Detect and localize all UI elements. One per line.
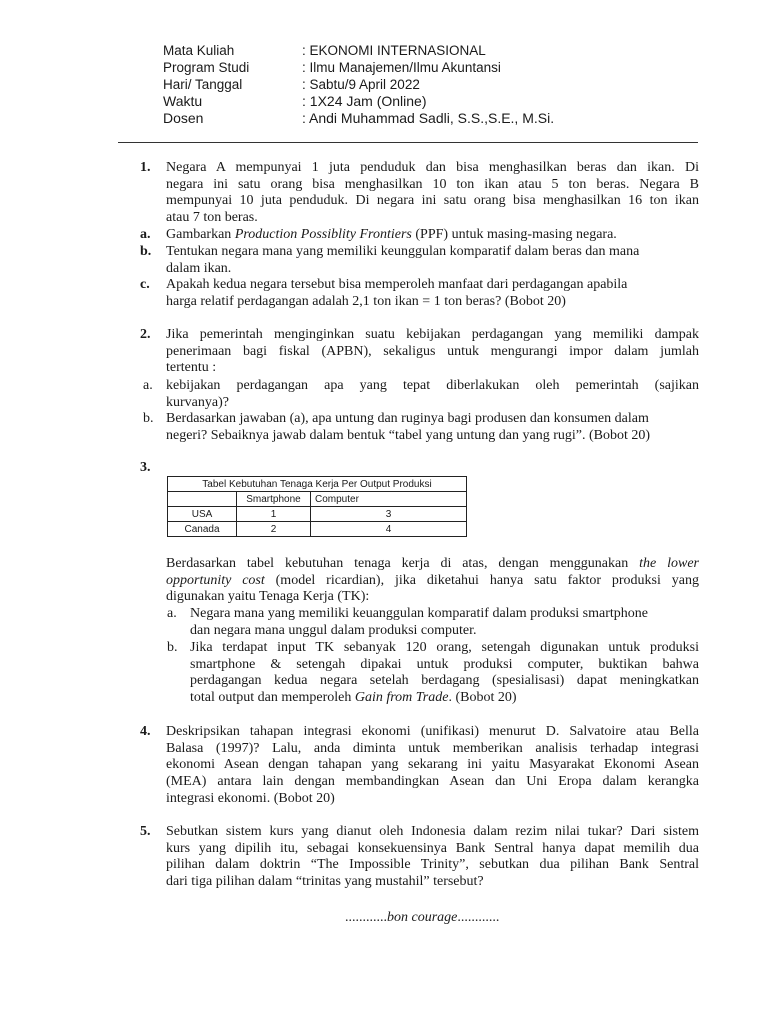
question-number: 4. (140, 724, 151, 739)
text-line: Berdasarkan jawaban (a), apa untung dan ruginya bagi produsen dan konsumen dalam (166, 411, 649, 426)
text-line: Sebutkan sistem kurs yang dianut oleh Indonesia dalam rezim nilai tukar? Dari sistem (166, 824, 699, 839)
header-value: : Andi Muhammad Sadli, S.S.,S.E., M.Si. (302, 110, 555, 126)
text-line: (MEA) antara lain dengan membandingkan Asean dan Uni Eropa dalam kerangka (166, 774, 699, 790)
question-number: 2. (140, 327, 151, 342)
header-value: : Sabtu/9 April 2022 (302, 77, 420, 92)
text-line: Negara A mempunyai 1 juta penduduk dan bisa menghasilkan beras dan ikan. Di (166, 160, 699, 175)
table-cell: 1 (237, 507, 311, 522)
header-divider (118, 142, 698, 143)
question-2b-text (166, 411, 699, 444)
text-line: perdagangan kedua negara setelah berdagang (spesialisasi) dapat meningkatkan (190, 673, 699, 689)
italic-term: Production Possiblity Frontiers (234, 227, 412, 242)
table-header-empty (168, 492, 237, 507)
italic-term: opportunity cost (166, 572, 265, 588)
text-line: atau 7 ton beras. (166, 210, 258, 226)
table-cell: 4 (311, 522, 467, 537)
text-line: Jika terdapat input TK sebanyak 120 orang, setengah digunakan untuk produksi (190, 640, 699, 655)
question-2-text (166, 327, 699, 377)
table-row (168, 522, 467, 537)
table-header-smartphone: Smartphone (237, 492, 311, 507)
item-letter: b. (167, 640, 178, 655)
text-line: mempunyai 10 juta penduduk. Di negara ini satu orang bisa menghasilkan 16 ton ikan (166, 193, 699, 209)
table-cell-country: Canada (168, 522, 237, 537)
text-segment: (model ricardian), jika diketahui hanya satu faktor produksi yang (264, 572, 699, 588)
item-letter: b. (140, 244, 152, 259)
question-1c-text (166, 277, 699, 310)
text-line: Tentukan negara mana yang memiliki keunggulan komparatif dalam beras dan mana (166, 244, 640, 259)
table-row (168, 507, 467, 522)
item-letter: c. (140, 277, 150, 292)
item-letter: a. (140, 227, 151, 242)
question-1a-text (166, 227, 699, 244)
header-label: Program Studi (163, 60, 250, 75)
question-number: 3. (140, 460, 151, 475)
question-4-text (166, 724, 699, 808)
text-line: dalam ikan. (166, 260, 232, 276)
text-line: dari tiga pilihan dalam “trinitas yang mustahil” tersebut? (166, 874, 484, 890)
header-label: Waktu (163, 93, 203, 109)
text-segment: Berdasarkan tabel kebutuhan tenaga kerja di atas, dengan menggunakan (166, 556, 640, 571)
text-line: Deskripsikan tahapan integrasi ekonomi (unifikasi) menurut D. Salvatoire atau Bella (166, 724, 699, 739)
table-header-computer: Computer (311, 492, 467, 507)
table-header-row (168, 492, 467, 507)
header-label: Hari/ Tanggal (163, 77, 243, 92)
dots-right: ............ (457, 910, 500, 925)
question-3b-text (190, 640, 699, 707)
text-line: smartphone & setengah dipakai untuk produksi computer, buktikan bahwa (190, 656, 699, 672)
text-line: integrasi ekonomi. (Bobot 20) (166, 790, 335, 806)
text-line: negeri? Sebaiknya jawab dalam bentuk “tabel yang untung dan yang rugi”. (Bobot 20) (166, 427, 651, 443)
item-letter: b. (143, 411, 154, 426)
text-line: tertentu : (166, 360, 217, 376)
item-letter: a. (167, 606, 177, 621)
text-line: penerimaan bagi fiskal (APBN), sekaligus untuk mengurangi impor dalam jumlah (166, 343, 699, 359)
italic-term: the lower (639, 556, 699, 571)
table-cell: 2 (237, 522, 311, 537)
item-letter: a. (143, 378, 153, 393)
closing-line (345, 910, 499, 926)
header-value: : EKONOMI INTERNASIONAL (302, 43, 486, 58)
table-caption-row (168, 477, 467, 492)
text-line: digunakan yaitu Tenaga Kerja (TK): (166, 589, 370, 605)
table-cell-country: USA (168, 507, 237, 522)
text-line: Apakah kedua negara tersebut bisa memperoleh manfaat dari perdagangan apabila (166, 277, 628, 292)
header-value: : 1X24 Jam (Online) (302, 93, 427, 109)
header-value: : Ilmu Manajemen/Ilmu Akuntansi (302, 60, 501, 75)
text-line: Negara mana yang memiliki keuanggulan komparatif dalam produksi smartphone (190, 606, 648, 621)
question-1b-text (166, 244, 699, 277)
table-cell: 3 (311, 507, 467, 522)
labor-requirement-table (167, 476, 467, 537)
question-3a-text (190, 606, 699, 639)
question-5-text (166, 824, 699, 891)
question-number: 5. (140, 824, 151, 839)
text-line: kebijakan perdagangan apa yang tepat diberlakukan oleh pemerintah (sajikan (166, 378, 699, 393)
question-number: 1. (140, 160, 151, 175)
text-line: kurvanya)? (166, 394, 229, 410)
question-1-text (166, 160, 699, 227)
header-label: Mata Kuliah (163, 43, 235, 58)
dots-left: ............ (345, 910, 387, 925)
text-segment: . (Bobot 20) (448, 690, 517, 706)
text-line: Jika pemerintah menginginkan suatu kebijakan perdagangan yang memiliki dampak (166, 327, 699, 342)
text-line: kurs yang dipilih itu, sebagai konsekuensinya Bank Sentral hanya dapat memilih dua (166, 840, 699, 856)
text-line: ekonomi Asean dengan tahapan yang sekarang ini yaitu Masyarakat Ekonomi Asean (166, 757, 699, 773)
text-line: dan negara mana unggul dalam produksi computer. (190, 622, 477, 638)
closing-text: bon courage (387, 910, 458, 925)
header-label: Dosen (163, 110, 204, 126)
text-line: harga relatif perdagangan adalah 2,1 ton ikan = 1 ton beras? (Bobot 20) (166, 293, 566, 309)
question-2a-text (166, 378, 699, 411)
text-line: Balasa (1997)? Lalu, anda diminta untuk memberikan analisis terhadap integrasi (166, 740, 699, 756)
text-line: negara ini satu orang bisa menghasilkan 10 ton ikan atau 5 ton beras. Negara B (166, 176, 699, 192)
text-segment: (PPF) untuk masing-masing negara. (411, 227, 617, 242)
text-segment: Gambarkan (166, 227, 235, 242)
text-segment: total output dan memperoleh (190, 690, 355, 706)
italic-term: Gain from Trade (354, 690, 449, 706)
question-3-intro (166, 556, 699, 606)
text-line: pilihan dalam doktrin “The Impossible Trinity”, sebutkan dua pilihan Bank Sentral (166, 857, 699, 873)
table-caption: Tabel Kebutuhan Tenaga Kerja Per Output Produksi (168, 477, 467, 492)
